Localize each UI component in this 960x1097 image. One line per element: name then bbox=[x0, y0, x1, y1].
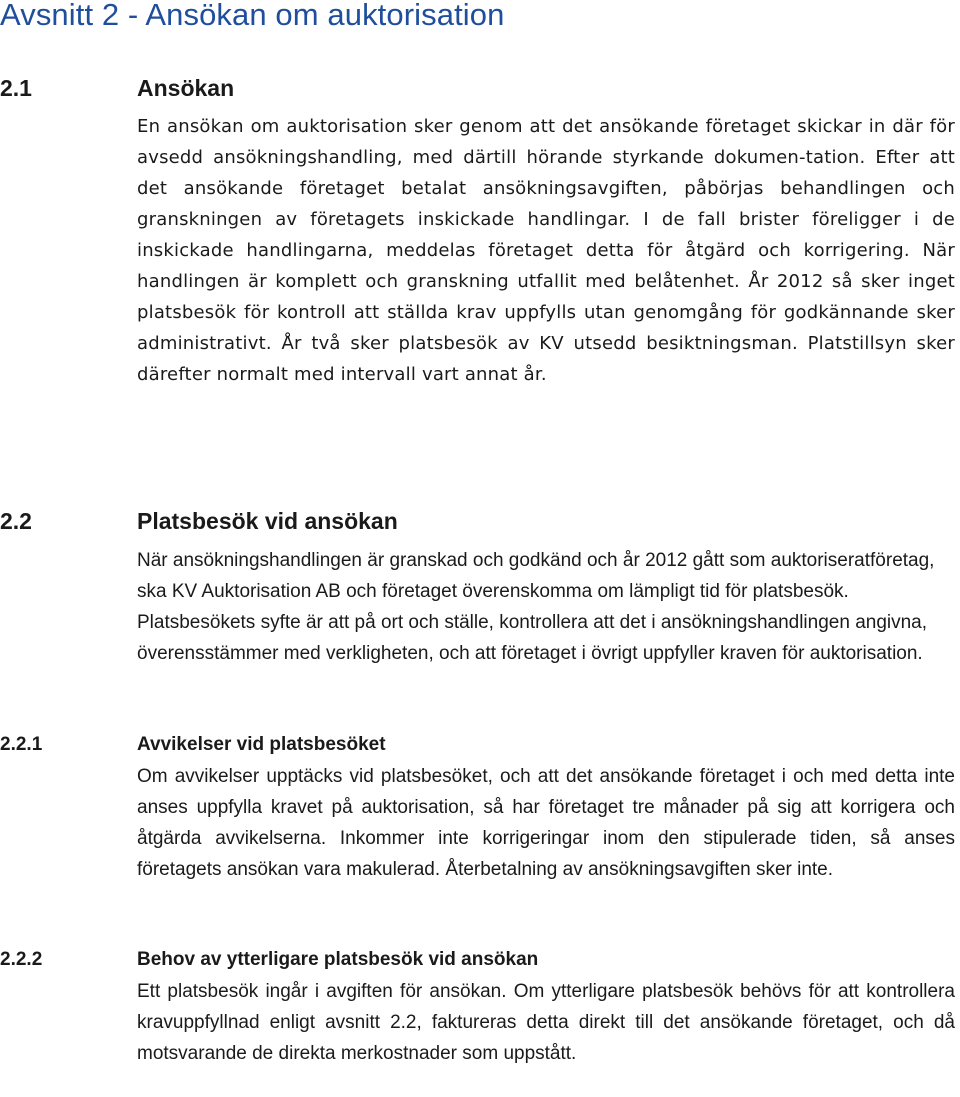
section-paragraph-2-2: När ansökningshandlingen är granskad och godkänd och år 2012 gått som auktoriseratföretag, ska KV Auktorisation AB och företaget överenskomma om lämpligt tid för platsbesök. Platsbesökets syfte är att på ort och ställe, kontrollera att det i ansökningshandlingen angivna, överensstämmer med verkligheten, och att företaget i övrigt uppfyller kraven för auktorisation. bbox=[137, 550, 935, 664]
page-title: Avsnitt 2 - Ansökan om auktorisation bbox=[0, 0, 505, 32]
section-heading-ansokan: Ansökan bbox=[137, 75, 235, 101]
section-number-2-2-1: 2.2.1 bbox=[0, 734, 43, 755]
section-paragraph-2-1: En ansökan om auktorisation sker genom att det ansökande företaget skickar in där för avsedd ansökningshandling, med därtill hörande styrkande dokumen-tation. Efter att det ansökande företaget betalat ansökningsavgiften, påbörjas behandlingen och granskningen av företagets inskickade handlingar. I de fall brister föreligger i de inskickade handlingarna, meddelas företaget detta för åtgärd och korrigering. När handlingen är komplett och granskning utfallit med belåtenhet. År 2012 så sker inget platsbesök för kontroll att ställda krav uppfylls utan genomgång för godkännande sker administrativt. År två sker platsbesök av KV utsedd besiktningsman. Platstillsyn sker därefter normalt med intervall vart annat år. bbox=[137, 116, 955, 385]
section-paragraph-2-2-2: Ett platsbesök ingår i avgiften för ansökan. Om ytterligare platsbesök behövs för att kontrollera kravuppfyllnad enligt avsnitt 2.2, faktureras detta direkt till det ansökande företaget, och då motsvarande de direkta merkostnader som uppstått. bbox=[137, 981, 955, 1064]
section-number-2-2: 2.2 bbox=[0, 508, 32, 534]
section-heading-platsbesok: Platsbesök vid ansökan bbox=[137, 508, 398, 534]
section-heading-avvikelser: Avvikelser vid platsbesöket bbox=[137, 734, 386, 755]
section-paragraph-2-2-1: Om avvikelser upptäcks vid platsbesöket, och att det ansökande företaget i och med detta inte anses uppfylla kravet på auktorisation, så har företaget tre månader på sig att korrigera och åtgärda avvikelserna. Inkommer inte korrigeringar inom den stipulerade tiden, så anses företagets ansökan vara makulerad. Återbetalning av ansökningsavgiften sker inte. bbox=[137, 766, 955, 880]
section-number-2-2-2: 2.2.2 bbox=[0, 949, 43, 970]
section-number-2-1: 2.1 bbox=[0, 75, 32, 101]
section-heading-behov: Behov av ytterligare platsbesök vid ansökan bbox=[137, 949, 539, 970]
